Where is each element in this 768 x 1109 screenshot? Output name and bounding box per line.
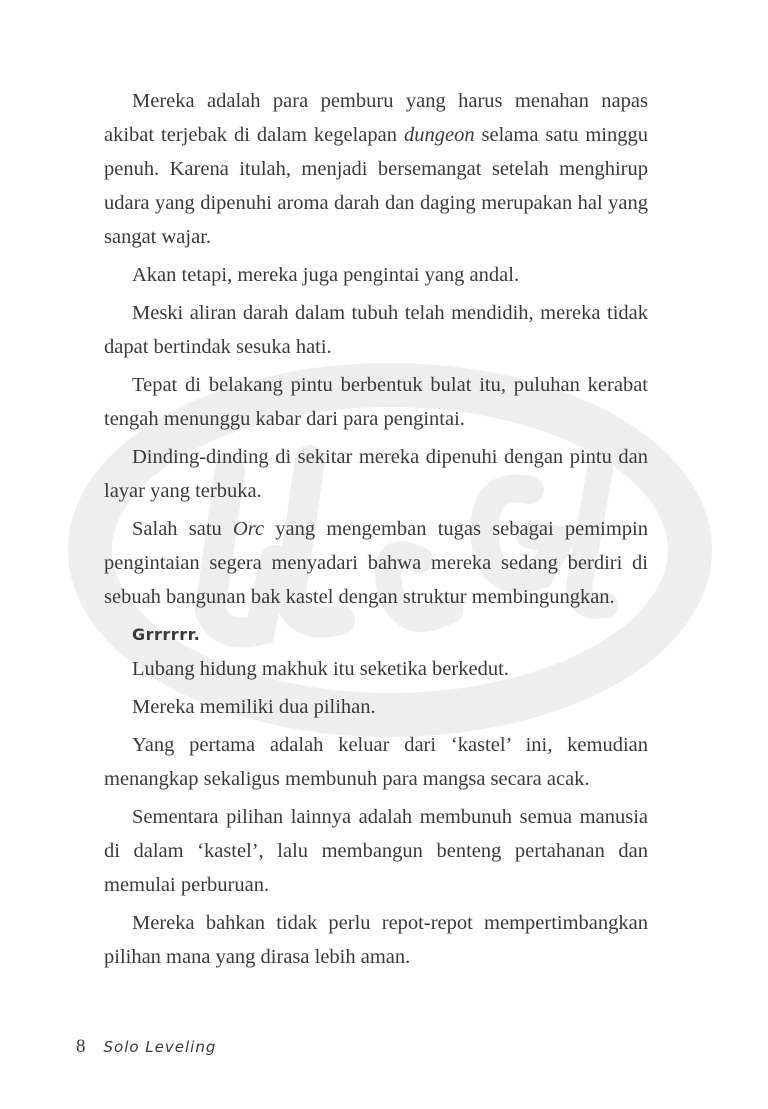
- sound-effect: Grrrrrr.: [132, 625, 201, 644]
- page-body: [104, 84, 648, 978]
- paragraph-8: Mereka memiliki dua pilihan.: [132, 696, 376, 718]
- paragraph-6: Salah satu Orc yang mengemban tugas sebagai pemimpin pengintaian segera menyadari bahwa mereka sedang berdiri di sebuah bangunan bak kastel dengan struktur membingungkan.: [104, 518, 648, 608]
- paragraph-4: Tepat di belakang pintu berbentuk bulat itu, puluhan kerabat tengah menunggu kabar dari para pengintai.: [104, 374, 648, 430]
- paragraph-2: Akan tetapi, mereka juga pengintai yang andal.: [132, 264, 520, 286]
- paragraph-9: Yang pertama adalah keluar dari ‘kastel’ ini, kemudian menangkap sekaligus membunuh para mangsa secara acak.: [104, 734, 648, 790]
- paragraph-11: Mereka bahkan tidak perlu repot-repot mempertimbangkan pilihan mana yang dirasa lebih aman.: [104, 912, 648, 968]
- paragraph-7: Lubang hidung makhuk itu seketika berkedut.: [132, 658, 509, 680]
- paragraph-5: Dinding-dinding di sekitar mereka dipenuhi dengan pintu dan layar yang terbuka.: [104, 446, 648, 502]
- paragraph-3: Meski aliran darah dalam tubuh telah mendidih, mereka tidak dapat bertindak sesuka hati.: [104, 302, 648, 358]
- page-number: 8: [76, 1036, 86, 1057]
- paragraph-1: Mereka adalah para pemburu yang harus menahan napas akibat terjebak di dalam kegelapan dungeon selama satu minggu penuh. Karena itulah, menjadi bersemangat setelah menghirup udara yang dipenuhi aroma darah dan daging merupakan hal yang sangat wajar.: [104, 90, 648, 248]
- page-footer: [76, 1036, 216, 1058]
- running-title: Solo Leveling: [103, 1038, 217, 1056]
- paragraph-10: Sementara pilihan lainnya adalah membunuh semua manusia di dalam ‘kastel’, lalu membangun benteng pertahanan dan memulai perburuan.: [104, 806, 648, 896]
